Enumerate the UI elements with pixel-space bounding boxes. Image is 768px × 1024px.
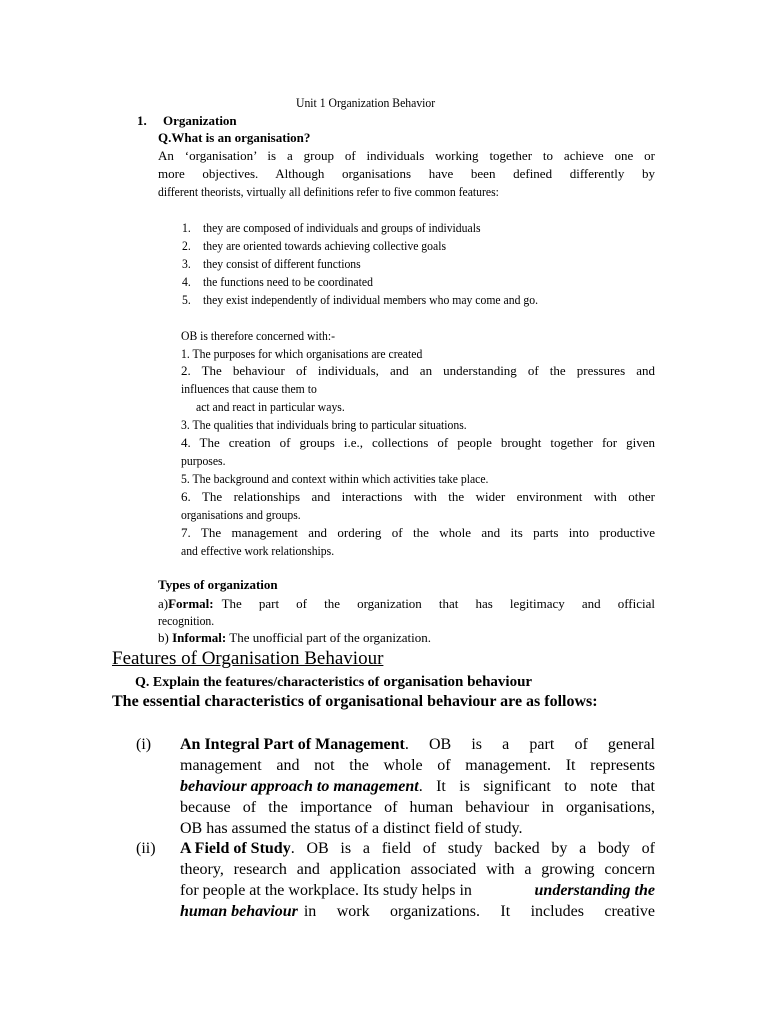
features-question <box>135 672 532 693</box>
features-question-prefix: Q. Explain the features/characteristics of <box>135 675 380 690</box>
feature-text-4: the functions need to be coordinated <box>203 274 373 289</box>
concern-line-10: organisations and groups. <box>181 507 301 522</box>
concern-line-9: 6. The relationships and interactions with the wider environment with other <box>181 489 655 504</box>
item-2-title: A Field of Study <box>180 840 291 857</box>
item-2-line-4-rest: in work organizations. It includes creative <box>303 903 655 920</box>
feature-text-3: they consist of different functions <box>203 256 361 271</box>
concern-line-11: 7. The management and ordering of the whole and its parts into productive <box>181 525 655 540</box>
section-heading: Organization <box>163 113 237 128</box>
feature-num-1: 1. <box>182 220 191 235</box>
item-2-line-3 <box>180 881 655 902</box>
item-1-line-3 <box>180 777 655 798</box>
item-1-line-1 <box>180 735 655 756</box>
item-1-marker: (i) <box>136 736 152 753</box>
question-heading: Q.What is an organisation? <box>158 130 311 145</box>
informal-prefix: b) <box>158 630 169 645</box>
feature-text-1: they are composed of individuals and groups of individuals <box>203 220 481 235</box>
item-1-line-1-rest: . OB is a part of general <box>404 736 655 753</box>
concern-line-8: 5. The background and context within which activities take place. <box>181 471 489 486</box>
feature-text-5: they exist independently of individual members who may come and go. <box>203 292 539 307</box>
formal-line-2: recognition. <box>158 613 215 628</box>
concern-line-1: 1. The purposes for which organisations are created <box>181 346 423 361</box>
formal-lead <box>158 595 214 613</box>
concern-line-7: purposes. <box>181 453 226 468</box>
intro-line-1: An ‘organisation’ is a group of individuals working together to achieve one or <box>158 148 655 163</box>
feature-text-2: they are oriented towards achieving collective goals <box>203 238 447 253</box>
concern-line-2: 2. The behaviour of individuals, and an understanding of the pressures and <box>181 363 655 378</box>
features-question-emph: organisation behaviour <box>383 674 533 690</box>
intro-line-3: different theorists, virtually all definitions refer to five common features: <box>158 184 499 199</box>
informal-line <box>158 629 431 647</box>
concern-line-5: 3. The qualities that individuals bring to particular situations. <box>181 417 467 432</box>
features-lead: The essential characteristics of organisational behaviour are as follows: <box>112 693 598 710</box>
item-1-line-3-rest: . It is significant to note that <box>418 778 655 795</box>
item-2-line-1-rest: . OB is a field of study backed by a body of <box>290 840 655 857</box>
formal-prefix: a) <box>158 596 169 611</box>
feature-num-5: 5. <box>182 292 191 307</box>
item-1-title: An Integral Part of Management <box>180 736 405 753</box>
formal-line-1 <box>158 595 655 613</box>
item-2-line-2: theory, research and application associated with a growing concern <box>180 861 655 878</box>
concern-line-3: influences that cause them to <box>181 381 317 396</box>
item-2-marker: (ii) <box>136 840 156 857</box>
feature-num-2: 2. <box>182 238 191 253</box>
item-2-emph-2: human behaviour <box>180 903 298 920</box>
section-number: 1. <box>137 113 147 128</box>
intro-line-2: more objectives. Although organisations have been defined differently by <box>158 166 655 181</box>
item-1-line-5: OB has assumed the status of a distinct field of study. <box>180 820 523 837</box>
ob-concerned-lead: OB is therefore concerned with:- <box>181 328 335 343</box>
features-heading: Features of Organisation Behaviour <box>112 648 384 669</box>
item-2-line-3-pre: for people at the workplace. Its study helps in <box>180 882 472 899</box>
concern-line-4: act and react in particular ways. <box>196 399 345 414</box>
informal-text: The unofficial part of the organization. <box>229 630 431 645</box>
types-heading: Types of organization <box>158 577 278 592</box>
item-1-emph: behaviour approach to management <box>180 778 419 795</box>
formal-text: The part of the organization that has legitimacy and official <box>221 596 655 611</box>
formal-label: Formal: <box>168 596 214 611</box>
item-2-emph-1: understanding the <box>534 882 655 899</box>
concern-line-6: 4. The creation of groups i.e., collections of people brought together for given <box>181 435 655 450</box>
feature-num-3: 3. <box>182 256 191 271</box>
feature-num-4: 4. <box>182 274 191 289</box>
document-title: Unit 1 Organization Behavior <box>296 95 436 110</box>
item-2-line-4 <box>180 902 655 923</box>
concern-line-12: and effective work relationships. <box>181 543 335 558</box>
item-2-line-1 <box>180 839 655 860</box>
informal-label: Informal: <box>172 630 227 645</box>
item-1-line-2: management and not the whole of management. It represents <box>180 757 655 774</box>
item-1-line-4: because of the importance of human behaviour in organisations, <box>180 799 655 816</box>
